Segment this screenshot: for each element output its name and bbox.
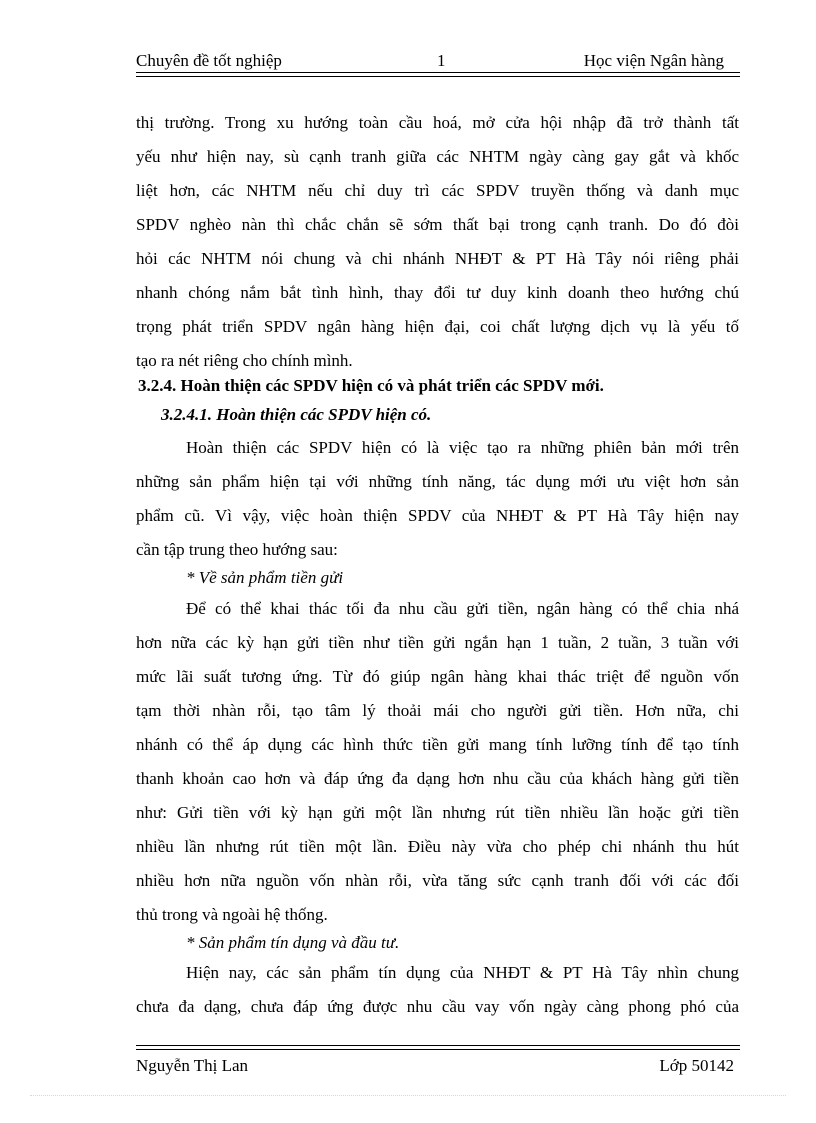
- page-footer: [136, 1054, 734, 1078]
- paragraph-line: như: Gửi tiền với kỳ hạn gửi một lần nhưng rút tiền nhiều lần hoặc gửi tiền: [136, 803, 739, 822]
- paragraph-line: nhiều hơn nữa nguồn vốn nhàn rỗi, vừa tăng sức cạnh tranh đối với các đối: [136, 871, 739, 890]
- paragraph-line: phẩm cũ. Vì vậy, việc hoàn thiện SPDV của NHĐT & PT Hà Tây hiện nay: [136, 506, 739, 525]
- paragraph-line: nhánh có thể áp dụng các hình thức tiền gửi mang tính lưỡng tính để tạo tính: [136, 735, 739, 754]
- paragraph-line: hơn nữa các kỳ hạn gửi tiền như tiền gửi ngắn hạn 1 tuần, 2 tuần, 3 tuần với: [136, 633, 739, 652]
- paragraph-line: thủ trong và ngoài hệ thống.: [136, 905, 328, 924]
- paragraph-line: Hiện nay, các sản phẩm tín dụng của NHĐT & PT Hà Tây nhìn chung: [186, 963, 739, 982]
- page-boundary: [30, 1095, 786, 1096]
- header-institution: Học viện Ngân hàng: [583, 51, 724, 70]
- paragraph-line: liệt hơn, các NHTM nếu chỉ duy trì các SPDV truyền thống và danh mục: [136, 181, 739, 200]
- footer-author: Nguyễn Thị Lan: [136, 1056, 249, 1075]
- paragraph-line: nhanh chóng nắm bắt tình hình, thay đổi tư duy kinh doanh theo hướng chú: [136, 283, 739, 302]
- paragraph-line: SPDV nghèo nàn thì chắc chắn sẽ sớm thất bại trong cạnh tranh. Do đó đòi: [136, 215, 739, 234]
- paragraph-line: hỏi các NHTM nói chung và chi nhánh NHĐT & PT Hà Tây nói riêng phải: [136, 249, 739, 268]
- bullet-heading: * Sản phẩm tín dụng và đầu tư.: [186, 933, 400, 952]
- page-header: [136, 47, 738, 71]
- paragraph-line: tạo ra nét riêng cho chính mình.: [136, 351, 353, 370]
- paragraph-line: nhiều lần nhưng rút tiền một lần. Điều này vừa cho phép chi nhánh thu hút: [136, 837, 739, 856]
- header-rule-thin: [136, 76, 740, 77]
- paragraph-line: mức lãi suất tương ứng. Từ đó giúp ngân hàng khai thác triệt để nguồn vốn: [136, 667, 739, 686]
- paragraph-line: chưa đa dạng, chưa đáp ứng được nhu cầu vay vốn ngày càng phong phó của: [136, 997, 739, 1016]
- header-page-number: 1: [437, 51, 446, 70]
- paragraph-line: yếu như hiện nay, sù cạnh tranh giữa các NHTM ngày càng gay gắt và khốc: [136, 147, 739, 166]
- paragraph-line: thanh khoản cao hơn và đáp ứng đa dạng hơn nhu cầu của khách hàng gửi tiền: [136, 769, 739, 788]
- paragraph-line: Để có thể khai thác tối đa nhu cầu gửi tiền, ngân hàng có thể chia nhá: [186, 599, 739, 618]
- paragraph-line: Hoàn thiện các SPDV hiện có là việc tạo ra những phiên bản mới trên: [186, 438, 739, 457]
- bullet-heading: * Về sản phẩm tiền gửi: [186, 568, 344, 587]
- header-document-type: Chuyên đề tốt nghiệp: [136, 51, 282, 70]
- footer-rule-thin: [136, 1045, 740, 1046]
- paragraph-line: những sản phẩm hiện tại với những tính năng, tác dụng mới ưu việt hơn sản: [136, 472, 739, 491]
- paragraph-line: cần tập trung theo hướng sau:: [136, 540, 338, 559]
- paragraph-line: trọng phát triển SPDV ngân hàng hiện đại, coi chất lượng dịch vụ là yếu tố: [136, 317, 739, 336]
- footer-class: Lớp 50142: [659, 1056, 734, 1075]
- subsection-heading: 3.2.4.1. Hoàn thiện các SPDV hiện có.: [161, 405, 432, 424]
- paragraph-line: tạm thời nhàn rỗi, tạo tâm lý thoải mái cho người gửi tiền. Hơn nữa, chi: [136, 701, 739, 720]
- footer-rule: [136, 1049, 740, 1050]
- section-heading: 3.2.4. Hoàn thiện các SPDV hiện có và phát triển các SPDV mới.: [138, 376, 604, 395]
- header-rule: [136, 72, 740, 73]
- paragraph-line: thị trường. Trong xu hướng toàn cầu hoá, mở cửa hội nhập đã trở thành tất: [136, 113, 739, 132]
